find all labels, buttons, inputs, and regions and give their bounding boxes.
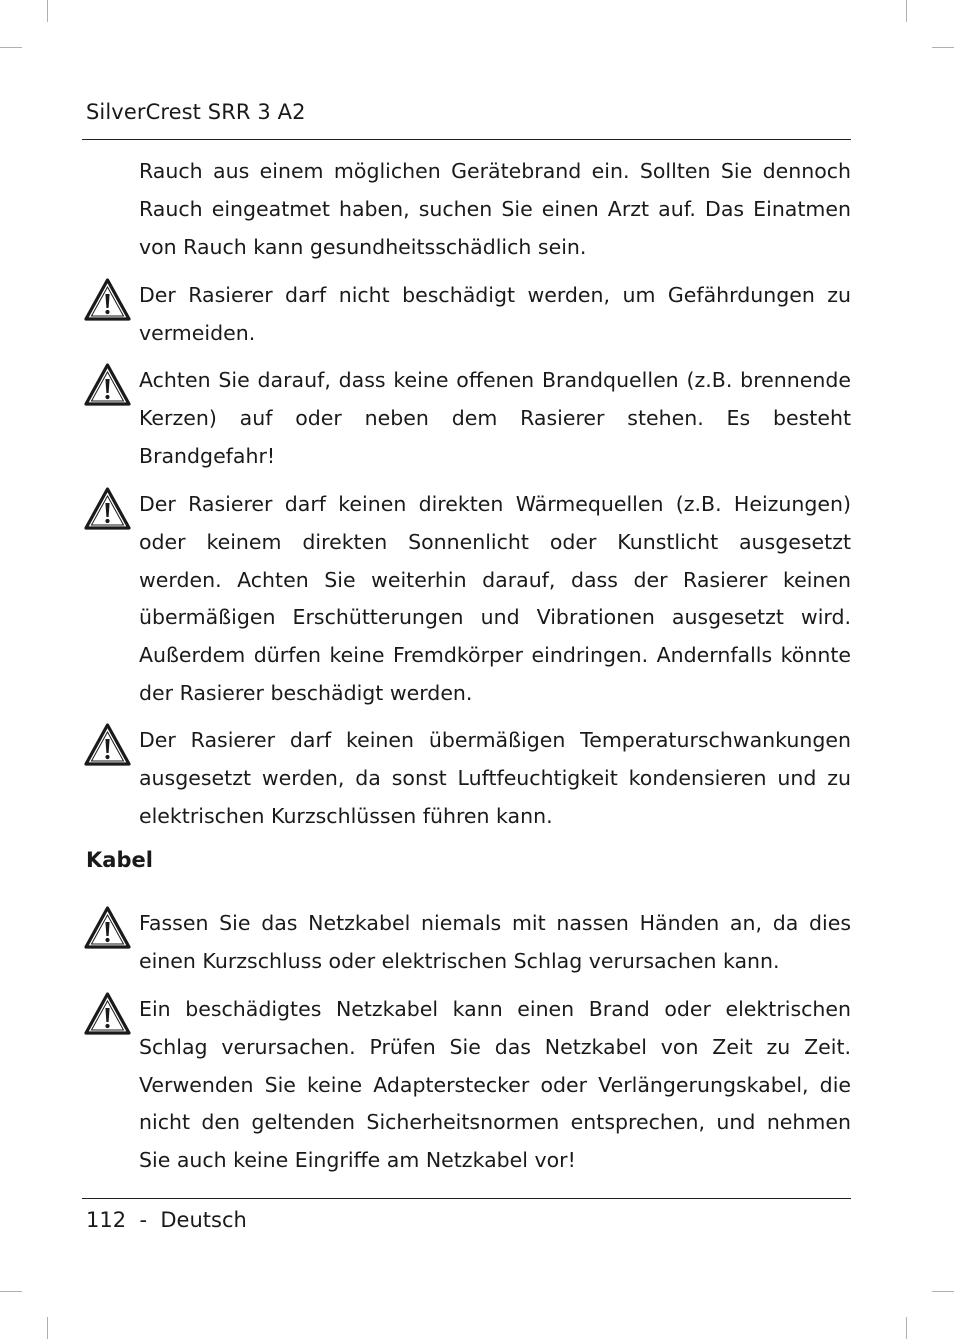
- warning-triangle-icon: [84, 723, 131, 766]
- warning-triangle-icon: [84, 363, 131, 406]
- crop-mark: [906, 1317, 907, 1339]
- crop-mark: [906, 0, 907, 22]
- crop-mark: [0, 1291, 22, 1292]
- page-footer: [86, 1208, 247, 1232]
- warning-text: Der Rasierer darf keinen direkten Wärmequellen (z.B. Heizungen) oder keinem direkten Sonnenlicht oder Kunstlicht ausgesetzt werden. Achten Sie weiterhin darauf, dass der Rasierer keinen übermäßigen Erschütterungen und Vibrationen ausgesetzt wird. Außerdem dürfen keine Fremdkörper eindringen. Andernfalls könnte der Rasierer beschädigt werden.: [139, 492, 851, 705]
- warning-text: Der Rasierer darf nicht beschädigt werden, um Gefährdungen zu vermeiden.: [139, 283, 851, 345]
- crop-mark: [932, 47, 954, 48]
- intro-paragraph: Rauch aus einem möglichen Gerätebrand ein. Sollten Sie dennoch Rauch eingeatmet haben, suchen Sie einen Arzt auf. Das Einatmen von Rauch kann gesundheitsschädlich sein.: [139, 159, 851, 259]
- section-heading: Kabel: [86, 848, 153, 872]
- warning-triangle-icon: [84, 487, 131, 530]
- crop-mark: [932, 1291, 954, 1292]
- page-header-title: SilverCrest SRR 3 A2: [86, 100, 306, 124]
- warning-triangle-icon: [84, 906, 131, 949]
- cable-warning-text: Ein beschädigtes Netzkabel kann einen Brand oder elektrischen Schlag verursachen. Prüfen Sie das Netzkabel von Zeit zu Zeit. Verwenden Sie keine Adapterstecker oder Verlängerungskabel, die nicht den geltenden Sicherheitsnormen entsprechen, und nehmen Sie auch keine Eingriffe am Netzkabel vor!: [139, 997, 851, 1173]
- warning-text: Der Rasierer darf keinen übermäßigen Temperaturschwankungen ausgesetzt werden, da sonst Luftfeuchtigkeit kondensieren und zu elektrischen Kurzschlüssen führen kann.: [139, 728, 851, 828]
- footer-rule: [82, 1198, 851, 1199]
- crop-mark: [47, 1317, 48, 1339]
- header-rule: [82, 139, 851, 140]
- cable-warning-text: Fassen Sie das Netzkabel niemals mit nassen Händen an, da dies einen Kurzschluss oder elektrischen Schlag verursachen kann.: [139, 911, 851, 973]
- warning-text: Achten Sie darauf, dass keine offenen Brandquellen (z.B. brennende Kerzen) auf oder neben dem Rasierer stehen. Es besteht Brandgefahr!: [139, 368, 851, 468]
- footer-separator: -: [139, 1208, 148, 1232]
- footer-language: Deutsch: [160, 1208, 247, 1232]
- warning-triangle-icon: [84, 278, 131, 321]
- crop-mark: [47, 0, 48, 22]
- crop-mark: [0, 47, 22, 48]
- page-number: 112: [86, 1208, 127, 1232]
- warning-triangle-icon: [84, 992, 131, 1035]
